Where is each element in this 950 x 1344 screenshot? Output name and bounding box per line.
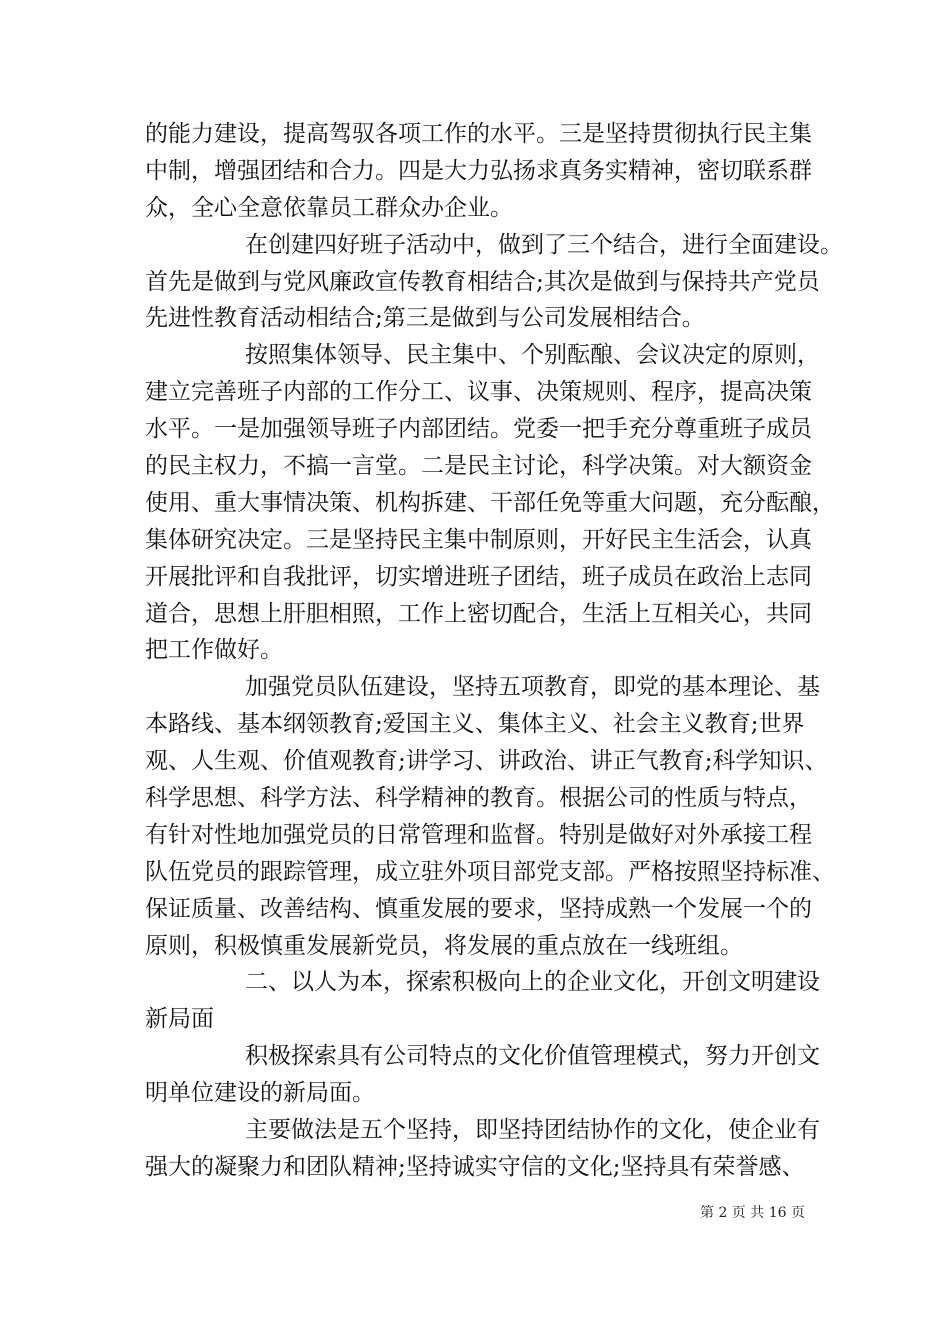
- text-line: 本路线、基本纲领教育;爱国主义、集体主义、社会主义教育;世界: [145, 711, 805, 738]
- text-line: 众，全心全意依靠员工群众办企业。: [145, 194, 513, 221]
- text-line: 先进性教育活动相结合;第三是做到与公司发展相结合。: [145, 305, 705, 332]
- text-line: 强大的凝聚力和团队精神;坚持诚实守信的文化;坚持具有荣誉感、: [145, 1153, 805, 1180]
- paragraph-first-line: 积极探索具有公司特点的文化价值管理模式，努力开创文: [245, 1043, 820, 1070]
- text-line: 的民主权力，不搞一言堂。二是民主讨论，科学决策。对大额资金: [145, 453, 812, 480]
- text-line: 首先是做到与党风廉政宣传教育相结合;其次是做到与保持共产党员: [145, 268, 820, 295]
- paragraph-first-line: 按照集体领导、民主集中、个别酝酿、会议决定的原则，: [245, 342, 820, 369]
- text-line: 科学思想、科学方法、科学精神的教育。根据公司的性质与特点，: [145, 785, 812, 812]
- paragraph-first-line: 主要做法是五个坚持，即坚持团结协作的文化，使企业有: [245, 1117, 820, 1144]
- text-line: 队伍党员的跟踪管理，成立驻外项目部党支部。严格按照坚持标准、: [145, 858, 835, 885]
- document-body: [145, 116, 843, 1186]
- text-line: 的能力建设，提高驾驭各项工作的水平。三是坚持贯彻执行民主集: [145, 121, 812, 147]
- text-line: 有针对性地加强党员的日常管理和监督。特别是做好对外承接工程: [145, 821, 812, 848]
- text-line: 观、人生观、价值观教育;讲学习、讲政治、讲正气教育;科学知识、: [145, 748, 828, 775]
- text-line: 原则，积极慎重发展新党员，将发展的重点放在一线班组。: [145, 932, 743, 959]
- text-line: 建立完善班子内部的工作分工、议事、决策规则、程序，提高决策: [145, 379, 812, 406]
- page-number-footer: 第 2 页 共 16 页: [700, 1205, 805, 1221]
- text-line: 使用、重大事情决策、机构拆建、干部任免等重大问题，充分酝酿，: [145, 489, 835, 516]
- text-line: 明单位建设的新局面。: [145, 1080, 375, 1107]
- section-heading-continuation: 新局面: [145, 1006, 214, 1033]
- text-line: 水平。一是加强领导班子内部团结。党委一把手充分尊重班子成员: [145, 416, 812, 443]
- text-line: 开展批评和自我批评，切实增进班子团结，班子成员在政治上志同: [145, 563, 812, 590]
- text-line: 道合，思想上肝胆相照，工作上密切配合，生活上互相关心，共同: [145, 600, 812, 627]
- text-line: 保证质量、改善结构、慎重发展的要求，坚持成熟一个发展一个的: [145, 895, 812, 922]
- text-line: 中制，增强团结和合力。四是大力弘扬求真务实精神，密切联系群: [145, 157, 812, 184]
- text-line: 把工作做好。: [145, 637, 283, 664]
- text-line: 集体研究决定。三是坚持民主集中制原则，开好民主生活会，认真: [145, 526, 812, 553]
- paragraph-first-line: 在创建四好班子活动中，做到了三个结合，进行全面建设。: [245, 231, 843, 258]
- paragraph-first-line: 加强党员队伍建设，坚持五项教育，即党的基本理论、基: [245, 674, 820, 701]
- section-heading: 二、以人为本，探索积极向上的企业文化，开创文明建设: [245, 969, 820, 996]
